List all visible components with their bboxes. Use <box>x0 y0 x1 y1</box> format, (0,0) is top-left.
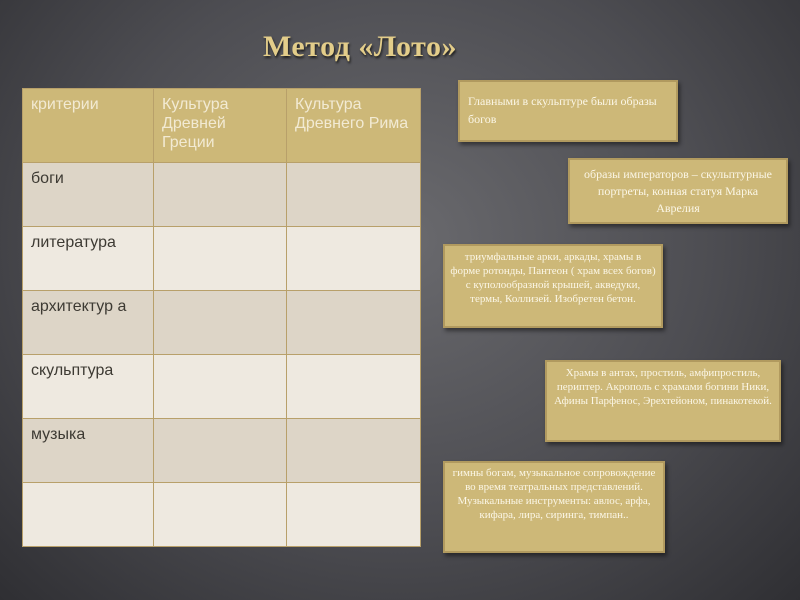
cell-rome-architecture[interactable] <box>287 291 421 355</box>
table-row <box>23 163 421 227</box>
table-row <box>23 419 421 483</box>
card-emperor-portraits[interactable]: образы императоров – скульптурные портреты, конная статуя Марка Аврелия <box>568 158 788 224</box>
cell-rome-gods[interactable] <box>287 163 421 227</box>
cell-greece-empty[interactable] <box>154 483 287 547</box>
cell-greece-literature[interactable] <box>154 227 287 291</box>
row-label-sculpture: скульптура <box>23 355 154 419</box>
card-music[interactable]: гимны богам, музыкальное сопровождение во время театральных представлений. Музыкальные инструменты: авлос, арфа, кифара, лира, сиринга, тимпан.. <box>443 461 665 553</box>
cell-greece-music[interactable] <box>154 419 287 483</box>
cell-rome-sculpture[interactable] <box>287 355 421 419</box>
cell-rome-music[interactable] <box>287 419 421 483</box>
row-label-literature: литература <box>23 227 154 291</box>
card-greece-architecture[interactable]: Храмы в антах, простиль, амфипростиль, периптер. Акрополь с храмами богини Ники, Афины Парфенос, Эрехтейоном, пинакотекой. <box>545 360 781 442</box>
table-header-row <box>23 89 421 163</box>
card-rome-architecture[interactable]: триумфальные арки, аркады, храмы в форме ротонды, Пантеон ( храм всех богов) с куполообразной крышей, акведуки, термы, Коллизей. Изобретен бетон. <box>443 244 663 328</box>
table-row <box>23 291 421 355</box>
cell-rome-literature[interactable] <box>287 227 421 291</box>
cell-rome-empty[interactable] <box>287 483 421 547</box>
cell-greece-sculpture[interactable] <box>154 355 287 419</box>
row-label-gods: боги <box>23 163 154 227</box>
slide-title: Метод «Лото» <box>263 30 457 63</box>
header-criteria: критерии <box>23 89 154 163</box>
criteria-table <box>22 88 421 547</box>
row-label-empty <box>23 483 154 547</box>
table-row <box>23 483 421 547</box>
card-sculpture-gods[interactable]: Главными в скульптуре были образы богов <box>458 80 678 142</box>
header-greece-culture: Культура Древней Греции <box>154 89 287 163</box>
row-label-architecture: архитектур а <box>23 291 154 355</box>
header-rome-culture: Культура Древнего Рима <box>287 89 421 163</box>
cell-greece-architecture[interactable] <box>154 291 287 355</box>
table-row <box>23 227 421 291</box>
table-row <box>23 355 421 419</box>
row-label-music: музыка <box>23 419 154 483</box>
cell-greece-gods[interactable] <box>154 163 287 227</box>
